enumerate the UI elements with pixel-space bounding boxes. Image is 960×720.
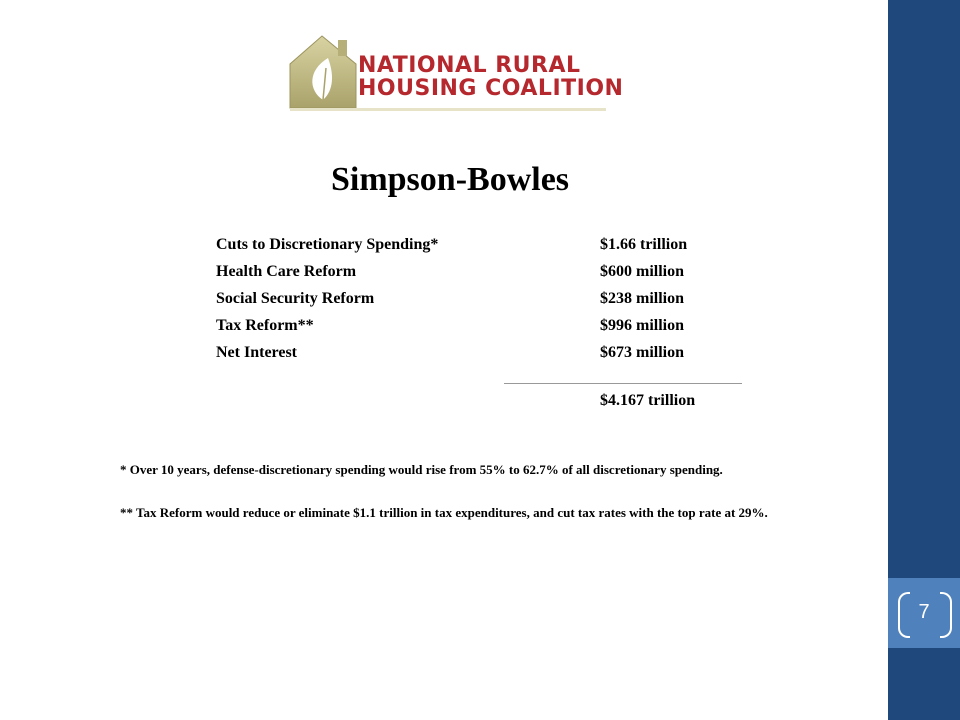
row-amount: $1.66 trillion	[600, 236, 688, 253]
row-amount: $673 million	[600, 344, 685, 361]
row-amount: $996 million	[600, 317, 685, 334]
row-label: Net Interest	[216, 344, 298, 361]
row-label: Cuts to Discretionary Spending*	[216, 236, 439, 253]
row-label: Social Security Reform	[216, 290, 375, 307]
page-number: 7	[918, 601, 930, 623]
footnote-1: * Over 10 years, defense-discretionary spending would rise from 55% to 62.7% of all discretionary spending.	[120, 462, 723, 477]
total-amount: $4.167 trillion	[600, 392, 696, 409]
logo-line-1: NATIONAL RURAL	[358, 53, 581, 78]
logo-line-2: HOUSING COALITION	[358, 76, 624, 101]
row-amount: $238 million	[600, 290, 685, 307]
logo-text	[358, 54, 623, 100]
row-amount: $600 million	[600, 263, 685, 280]
slide-title: Simpson-Bowles	[330, 161, 570, 198]
footnote-2: ** Tax Reform would reduce or eliminate $1.1 trillion in tax expenditures, and cut tax rates with the top rate at 29%.	[120, 505, 768, 520]
row-label: Tax Reform**	[216, 317, 314, 334]
total-divider	[504, 383, 742, 384]
row-label: Health Care Reform	[216, 263, 357, 280]
